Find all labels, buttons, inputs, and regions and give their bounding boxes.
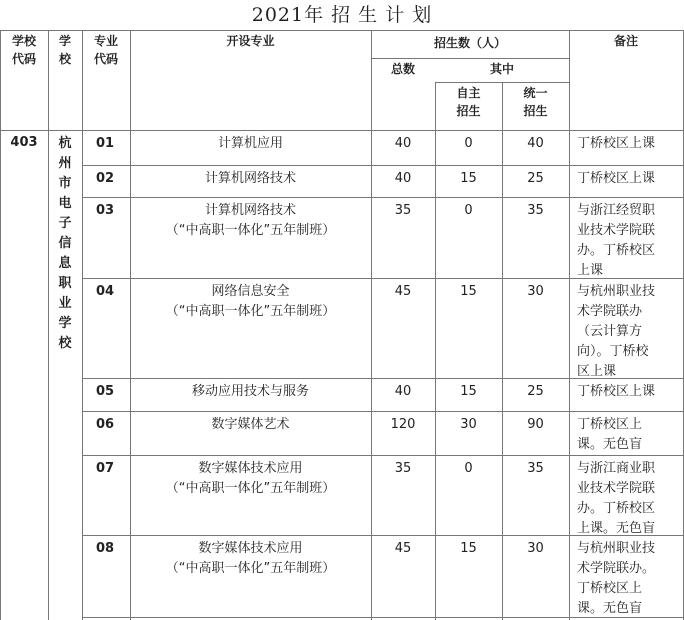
header-major: 开设专业 — [226, 34, 275, 48]
row-major-name: 计算机应用 — [217, 136, 283, 151]
row-unified: 90 — [527, 417, 544, 432]
school-code: 403 — [10, 135, 38, 150]
row-remark: 丁桥校区上课 — [577, 384, 656, 399]
row-major-code: 07 — [96, 461, 115, 476]
school-name-char: 职 — [58, 276, 72, 291]
school-name-char: 电 — [58, 196, 72, 211]
school-name-char: 子 — [58, 216, 72, 231]
row-major-name: 数字媒体技术应用 （“中高职一体化”五年制班） — [165, 541, 336, 576]
school-name-char: 杭 — [58, 136, 72, 151]
row-remark: 丁桥校区上 课。无色盲 — [577, 417, 643, 452]
row-total: 40 — [394, 171, 412, 186]
row-self: 0 — [464, 203, 473, 218]
row-self: 15 — [460, 541, 477, 556]
row-unified: 35 — [527, 203, 544, 218]
row-remark: 与浙江经贸职 业技术学院联 办。丁桥校区 上课 — [577, 203, 656, 278]
row-total: 120 — [390, 417, 416, 432]
row-major-code: 01 — [96, 136, 115, 151]
header-remarks: 备注 — [613, 34, 638, 48]
school-name-char: 信 — [58, 236, 72, 251]
row-major-code: 03 — [96, 203, 115, 218]
row-self: 0 — [464, 136, 473, 151]
row-unified: 25 — [527, 171, 544, 186]
row-remark: 与杭州职业技 术学院联办。 丁桥校区上 课。无色盲 — [577, 541, 656, 616]
row-major-name: 数字媒体技术应用 （“中高职一体化”五年制班） — [165, 461, 336, 496]
row-total: 40 — [394, 136, 412, 151]
row-self: 0 — [464, 461, 473, 476]
header-major-code: 专业 代码 — [93, 34, 118, 66]
school-name-char: 学 — [58, 316, 72, 331]
row-major-name: 移动应用技术与服务 — [191, 384, 309, 399]
header-self-enroll: 自主 招生 — [456, 86, 481, 118]
row-major-name: 计算机网络技术 — [204, 171, 296, 186]
row-total: 35 — [394, 461, 412, 476]
row-unified: 40 — [527, 136, 544, 151]
row-major-code: 02 — [96, 171, 115, 186]
row-self: 15 — [460, 284, 477, 299]
header-unified-enroll: 统一 招生 — [523, 86, 548, 118]
row-unified: 25 — [527, 384, 544, 399]
row-total: 45 — [394, 541, 412, 556]
header-school: 学 校 — [58, 34, 71, 66]
row-remark: 与浙江商业职 业技术学院联 办。丁桥校区 上课。无色盲 — [577, 461, 656, 536]
header-among: 其中 — [489, 62, 514, 76]
row-major-name: 数字媒体艺术 — [211, 417, 290, 432]
school-name — [57, 134, 73, 354]
row-self: 15 — [460, 171, 477, 186]
row-major-name: 网络信息安全 （“中高职一体化”五年制班） — [165, 284, 336, 319]
school-name-char: 业 — [58, 296, 72, 311]
row-major-code: 08 — [96, 541, 115, 556]
row-self: 30 — [460, 417, 477, 432]
row-total: 45 — [394, 284, 412, 299]
row-unified: 35 — [527, 461, 544, 476]
row-total: 40 — [394, 384, 412, 399]
row-total: 35 — [394, 203, 412, 218]
header-enrollment: 招生数（人） — [433, 36, 506, 50]
row-major-code: 06 — [96, 417, 115, 432]
school-name-char: 息 — [58, 256, 72, 271]
row-major-name: 计算机网络技术 （“中高职一体化”五年制班） — [165, 203, 336, 238]
row-unified: 30 — [527, 284, 544, 299]
page-title: 2021年 招 生 计 划 — [251, 4, 433, 26]
row-remark: 与杭州职业技 术学院联办 （云计算方 向）。丁桥校 区上课 — [577, 284, 656, 379]
row-major-code: 04 — [96, 284, 115, 299]
header-total: 总数 — [390, 62, 415, 76]
row-self: 15 — [460, 384, 477, 399]
school-name-char: 校 — [58, 336, 72, 351]
header-school-code: 学校 代码 — [11, 34, 36, 66]
row-remark: 丁桥校区上课 — [577, 171, 656, 186]
row-remark: 丁桥校区上课 — [577, 136, 656, 151]
school-name-char: 市 — [58, 176, 72, 191]
row-major-code: 05 — [96, 384, 115, 399]
row-unified: 30 — [527, 541, 544, 556]
school-name-char: 州 — [58, 156, 72, 171]
